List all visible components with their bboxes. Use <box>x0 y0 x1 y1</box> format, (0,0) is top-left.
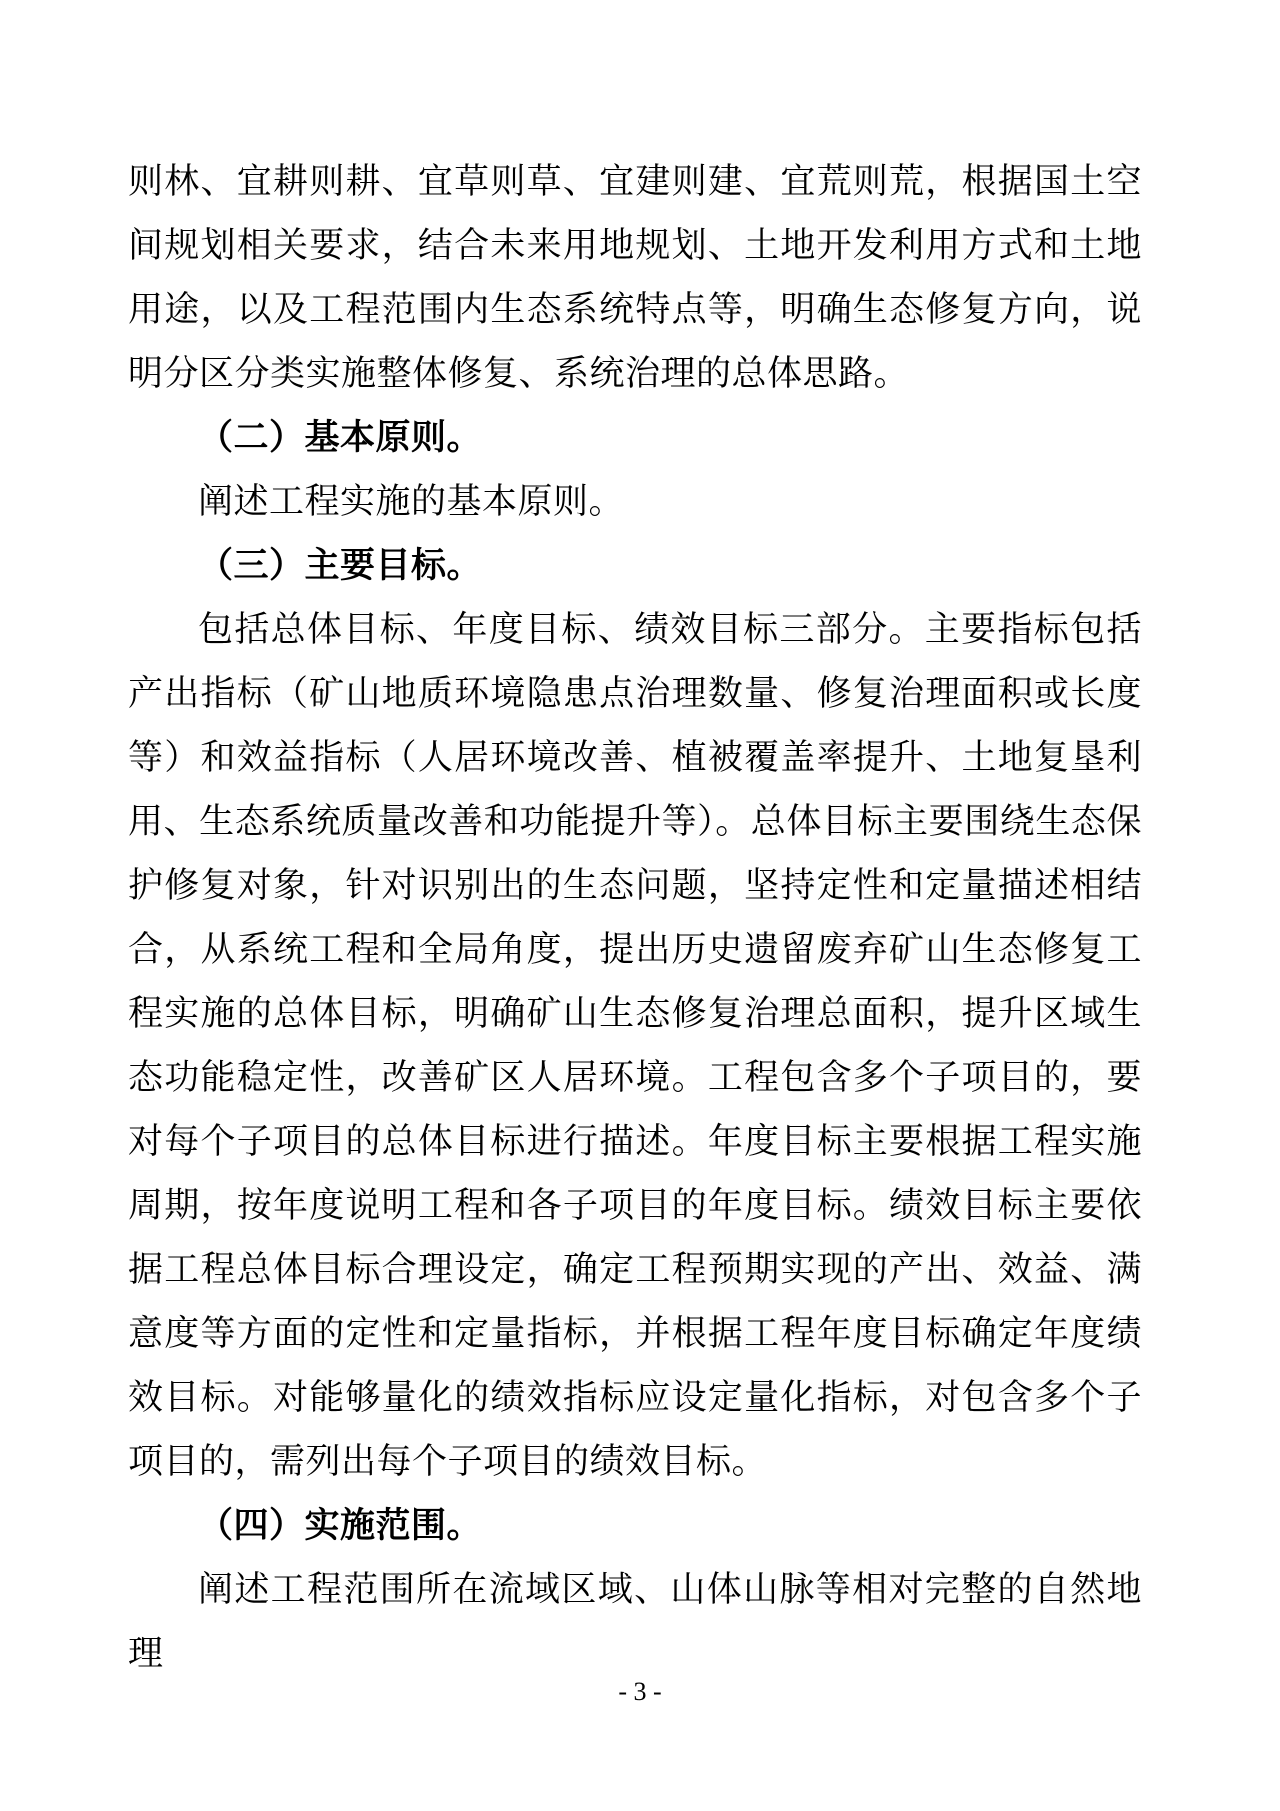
paragraph-continued-overall-approach: 则林、宜耕则耕、宜草则草、宜建则建、宜荒则荒，根据国土空间规划相关要求，结合未来用地规划、土地开发利用方式和土地用途，以及工程范围内生态系统特点等，明确生态修复方向，说明分区分类实施整体修复、系统治理的总体思路。 <box>128 162 1142 393</box>
paragraph-implementation-scope: 阐述工程范围所在流域区域、山体山脉等相对完整的自然地理 <box>128 1570 1142 1673</box>
section-heading-main-goals: （三）主要目标。 <box>198 546 483 585</box>
paragraph-main-goals: 包括总体目标、年度目标、绩效目标三部分。主要指标包括产出指标（矿山地质环境隐患点治理数量、修复治理面积或长度等）和效益指标（人居环境改善、植被覆盖率提升、土地复垦利用、生态系统质量改善和功能提升等）。总体目标主要围绕生态保护修复对象，针对识别出的生态问题，坚持定性和定量描述相结合，从系统工程和全局角度，提出历史遗留废弃矿山生态修复工程实施的总体目标，明确矿山生态修复治理总面积，提升区域生态功能稳定性，改善矿区人居环境。工程包含多个子项目的，要对每个子项目的总体目标进行描述。年度目标主要根据工程实施周期，按年度说明工程和各子项目的年度目标。绩效目标主要依据工程总体目标合理设定，确定工程预期实现的产出、效益、满意度等方面的定性和定量指标，并根据工程年度目标确定年度绩效目标。对能够量化的绩效指标应设定量化指标，对包含多个子项目的，需列出每个子项目的绩效目标。 <box>128 610 1142 1481</box>
paragraph-basic-principles: 阐述工程实施的基本原则。 <box>198 482 625 521</box>
page-footer <box>0 1672 1280 1712</box>
section-heading-basic-principles: （二）基本原则。 <box>198 418 483 457</box>
section-heading-implementation-scope: （四）实施范围。 <box>198 1506 483 1545</box>
document-body <box>128 150 1142 1686</box>
page-number: - 3 - <box>618 1677 662 1706</box>
